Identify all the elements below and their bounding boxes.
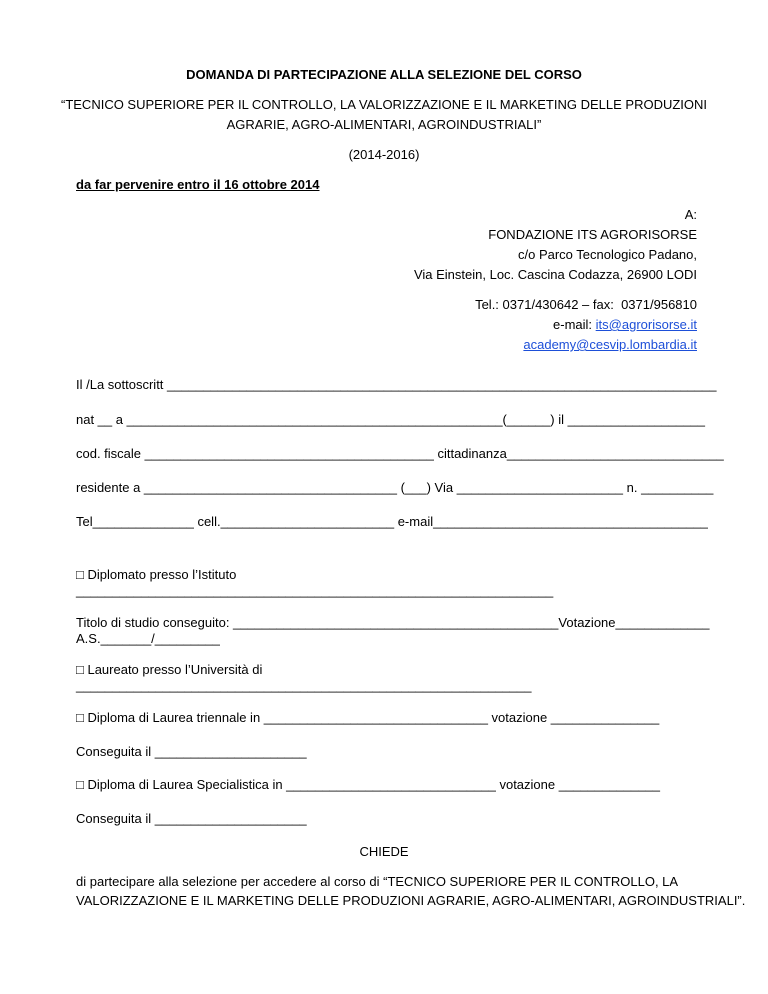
email-link-academy[interactable]: academy@cesvip.lombardia.it [523, 337, 697, 352]
field-sottoscritto[interactable]: Il /La sottoscritt ____________________________________________________________________________ [76, 377, 717, 392]
recipient-to: A: [684, 207, 697, 222]
field-conseguita-specialistica[interactable]: Conseguita il _____________________ [76, 811, 307, 826]
recipient-address: Via Einstein, Loc. Cascina Codazza, 26900 LODI [413, 267, 697, 282]
course-years: (2014-2016) [348, 147, 420, 162]
recipient-email-line-2 [523, 337, 697, 353]
recipient-co: c/o Parco Tecnologico Padano, [518, 247, 697, 262]
field-diplomato-istituto[interactable]: __________________________________________________________________ [76, 583, 554, 598]
checkbox-laureato[interactable]: □ Laureato presso l’Università di [76, 662, 263, 677]
field-contatti[interactable]: Tel______________ cell.________________________ e-mail______________________________________ [76, 514, 708, 529]
course-name-line-1: “TECNICO SUPERIORE PER IL CONTROLLO, LA VALORIZZAZIONE E IL MARKETING DELLE PRODUZIONI [60, 97, 708, 112]
field-residente[interactable]: residente a ___________________________________ (___) Via _______________________ n. __________ [76, 480, 714, 495]
field-anno-scolastico[interactable]: A.S._______/_________ [76, 631, 220, 646]
email-link-its[interactable]: its@agrorisorse.it [595, 317, 697, 332]
email-label: e-mail: [553, 317, 596, 332]
recipient-phone-fax: Tel.: 0371/430642 – fax: 0371/956810 [475, 297, 697, 312]
checkbox-diplomato[interactable]: □ Diplomato presso l’Istituto [76, 567, 237, 582]
course-name-line-2: AGRARIE, AGRO-ALIMENTARI, AGROINDUSTRIALI” [226, 117, 542, 132]
document-title: DOMANDA DI PARTECIPAZIONE ALLA SELEZIONE DEL CORSO [186, 67, 582, 82]
field-cod-fiscale[interactable]: cod. fiscale ________________________________________ cittadinanza______________________________ [76, 446, 724, 461]
checkbox-laurea-specialistica[interactable]: □ Diploma di Laurea Specialistica in _____________________________ votazione ______________ [76, 777, 660, 792]
deadline-notice: da far pervenire entro il 16 ottobre 2014 [76, 177, 320, 192]
field-nato[interactable]: nat __ a ____________________________________________________(______) il ___________________ [76, 412, 705, 427]
field-laureato-universita[interactable]: _______________________________________________________________ [76, 678, 532, 693]
checkbox-laurea-triennale[interactable]: □ Diploma di Laurea triennale in _______________________________ votazione _______________ [76, 710, 660, 725]
recipient-email-line [553, 317, 697, 333]
field-titolo-studio[interactable]: Titolo di studio conseguito: _____________________________________________Votazione_____________ [76, 615, 710, 630]
recipient-name: FONDAZIONE ITS AGRORISORSE [488, 227, 697, 242]
request-text-line-2: VALORIZZAZIONE E IL MARKETING DELLE PRODUZIONI AGRARIE, AGRO-ALIMENTARI, AGROINDUSTRIALI”. [76, 893, 746, 908]
request-text-line-1: di partecipare alla selezione per accedere al corso di “TECNICO SUPERIORE PER IL CONTROLLO, LA [76, 874, 679, 889]
chiede-heading: CHIEDE [359, 844, 409, 859]
field-conseguita-triennale[interactable]: Conseguita il _____________________ [76, 744, 307, 759]
